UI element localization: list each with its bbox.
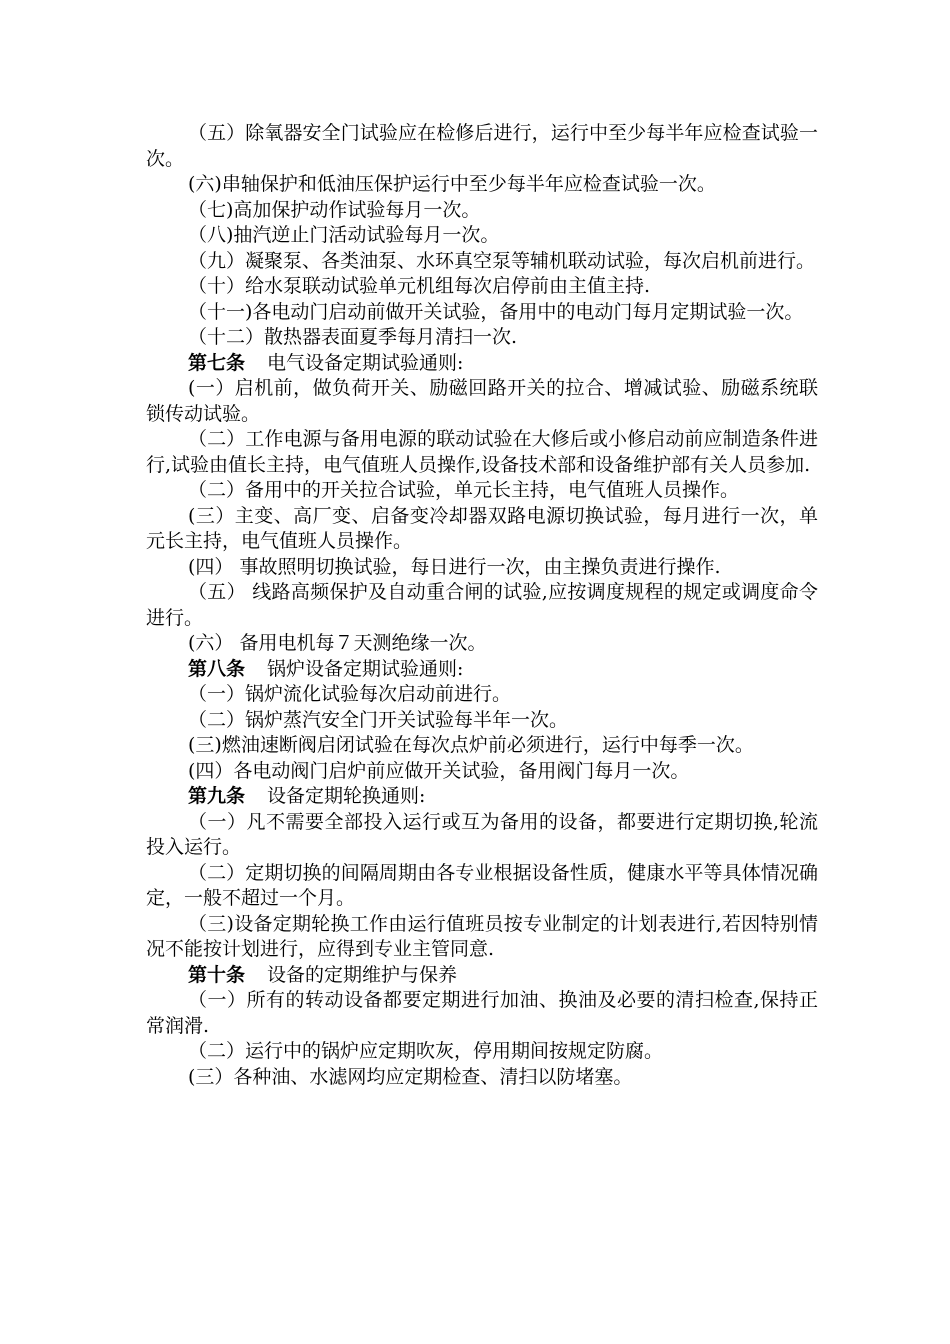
article-title: 锅炉设备定期试验通则: — [267, 657, 464, 680]
paragraph: （十）给水泵联动试验单元机组每次启停前由主值主持. — [188, 275, 651, 297]
document-body — [146, 121, 818, 1090]
paragraph: （十二）散热器表面夏季每月清扫一次. — [188, 326, 518, 348]
paragraph: （一）凡不需要全部投入运行或互为备用的设备，都要进行定期切换,轮流投入运行。 — [146, 810, 818, 858]
paragraph: （二）工作电源与备用电源的联动试验在大修后或小修启动前应制造条件进行,试验由值长主持，电气值班人员操作,设备技术部和设备维护部有关人员参加. — [146, 428, 818, 476]
paragraph: （九）凝聚泵、各类油泵、水环真空泵等辅机联动试验，每次启机前进行。 — [188, 249, 816, 272]
paragraph: （一）所有的转动设备都要定期进行加油、换油及必要的清扫检查,保持正常润滑. — [146, 989, 818, 1037]
article-heading — [146, 963, 818, 989]
paragraph: (四） 事故照明切换试验，每日进行一次，由主操负责进行操作. — [188, 555, 721, 578]
paragraph: （五） 线路高频保护及自动重合闸的试验,应按调度规程的规定或调度命令进行。 — [146, 581, 818, 629]
article-heading — [146, 784, 818, 810]
article-title: 电气设备定期试验通则: — [267, 351, 464, 374]
paragraph: （二）定期切换的间隔周期由各专业根据设备性质，健康水平等具体情况确定，一般不超过一个月。 — [146, 861, 818, 909]
paragraph: (三)燃油速断阀启闭试验在每次点炉前必须进行，运行中每季一次。 — [188, 734, 754, 756]
paragraph: (三）各种油、水滤网均应定期检查、清扫以防堵塞。 — [188, 1065, 633, 1088]
paragraph: (六)串轴保护和低油压保护运行中至少每半年应检查试验一次。 — [188, 173, 716, 195]
article-title: 设备定期轮换通则: — [267, 785, 426, 807]
paragraph: （一）锅炉流化试验每次启动前进行。 — [188, 683, 512, 705]
article-title: 设备的定期维护与保养 — [267, 963, 458, 986]
paragraph: （五）除氧器安全门试验应在检修后进行，运行中至少每半年应检查试验一次。 — [146, 122, 818, 170]
article-number: 第十条 — [188, 963, 246, 986]
paragraph: (四）各电动阀门启炉前应做开关试验，备用阀门每月一次。 — [188, 759, 690, 782]
article-heading — [146, 657, 818, 683]
article-number: 第九条 — [188, 785, 246, 807]
paragraph: (一）启机前，做负荷开关、励磁回路开关的拉合、增减试验、励磁系统联锁传动试验。 — [146, 377, 818, 425]
article-heading — [146, 351, 818, 377]
paragraph: （二）锅炉蒸汽安全门开关试验每半年一次。 — [188, 708, 569, 731]
paragraph: (六） 备用电机每７天测绝缘一次。 — [188, 632, 487, 654]
paragraph: （十一)各电动门启动前做开关试验，备用中的电动门每月定期试验一次。 — [188, 300, 804, 323]
paragraph: （三)设备定期轮换工作由运行值班员按专业制定的计划表进行,若因特别情况不能按计划进行，应得到专业主管同意. — [146, 912, 818, 960]
paragraph: （七)高加保护动作试验每月一次。 — [188, 198, 481, 221]
paragraph: （八)抽汽逆止门活动试验每月一次。 — [188, 224, 500, 246]
paragraph: （二）运行中的锅炉应定期吹灰，停用期间按规定防腐。 — [188, 1040, 664, 1062]
article-number: 第八条 — [188, 657, 246, 680]
paragraph: （二）备用中的开关拉合试验，单元长主持，电气值班人员操作。 — [188, 479, 740, 501]
paragraph: (三）主变、高厂变、启备变冷却器双路电源切换试验，每月进行一次，单元长主持，电气值班人员操作。 — [146, 504, 818, 552]
article-number: 第七条 — [188, 351, 246, 374]
